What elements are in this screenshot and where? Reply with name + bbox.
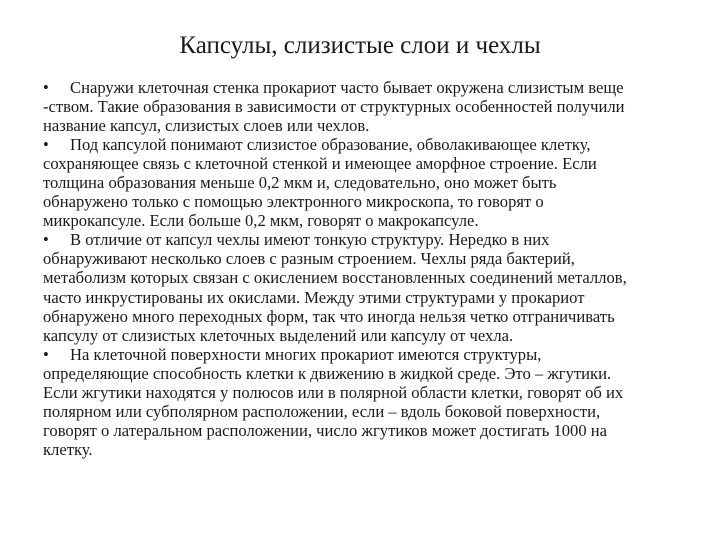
line-text: В отличие от капсул чехлы имеют тонкую структуру. Нередко в них bbox=[70, 230, 550, 250]
line-text: Снаружи клеточная стенка прокариот часто бывает окружена слизистым веще bbox=[70, 78, 624, 97]
bullet-icon: • bbox=[43, 78, 49, 97]
text-line: обнаружено только с помощью электронного микроскопа, то говорят о bbox=[43, 192, 544, 212]
text-line bbox=[43, 78, 691, 97]
text-line: Если жгутики находятся у полюсов или в полярной области клетки, говорят об их bbox=[43, 382, 624, 402]
bullet-paragraph bbox=[43, 345, 691, 459]
bullet-paragraph bbox=[43, 78, 691, 135]
slide-body bbox=[43, 78, 691, 459]
text-line: -ством. Такие образования в зависимости от структурных особенностей получили bbox=[43, 97, 625, 117]
text-line: толщина образования меньше 0,2 мкм и, следовательно, оно может быть bbox=[43, 173, 557, 193]
text-line: капсулу от слизистых клеточных выделений или капсулу от чехла. bbox=[43, 325, 514, 345]
text-line: клетку. bbox=[43, 439, 93, 459]
text-line: метаболизм которых связан с окислением восстановленных соединений металлов, bbox=[43, 268, 627, 288]
slide-title: Капсулы, слизистые слои и чехлы bbox=[179, 32, 541, 59]
text-line: обнаруживают несколько слоев с разным строением. Чехлы ряда бактерий, bbox=[43, 249, 575, 269]
text-line: часто инкрустированы их окислами. Между этими структурами у прокариот bbox=[43, 287, 585, 307]
bullet-paragraph bbox=[43, 135, 691, 230]
text-line: сохраняющее связь с клеточной стенкой и имеющее аморфное строение. Если bbox=[43, 154, 597, 174]
bullet-icon: • bbox=[43, 344, 49, 364]
text-line bbox=[43, 135, 691, 154]
text-line bbox=[43, 230, 691, 249]
text-line: определяющие способность клетки к движению в жидкой среде. Это – жгутики. bbox=[43, 363, 612, 383]
text-line: микрокапсуле. Если больше 0,2 мкм, говорят о макрокапсуле. bbox=[43, 211, 479, 231]
bullet-icon: • bbox=[43, 230, 49, 250]
text-line: обнаружено много переходных форм, так что иногда нельзя четко отграничивать bbox=[43, 306, 615, 326]
bullet-icon: • bbox=[43, 135, 49, 155]
bullet-paragraph bbox=[43, 230, 691, 344]
text-line: название капсул, слизистых слоев или чехлов. bbox=[43, 116, 370, 136]
text-line: говорят о латеральном расположении, число жгутиков может достигать 1000 на bbox=[43, 420, 608, 440]
text-line bbox=[43, 345, 691, 364]
text-line: полярном или субполярном расположении, если – вдоль боковой поверхности, bbox=[43, 401, 601, 421]
line-text: Под капсулой понимают слизистое образование, обволакивающее клетку, bbox=[70, 135, 591, 155]
line-text: На клеточной поверхности многих прокариот имеются структуры, bbox=[70, 344, 542, 364]
